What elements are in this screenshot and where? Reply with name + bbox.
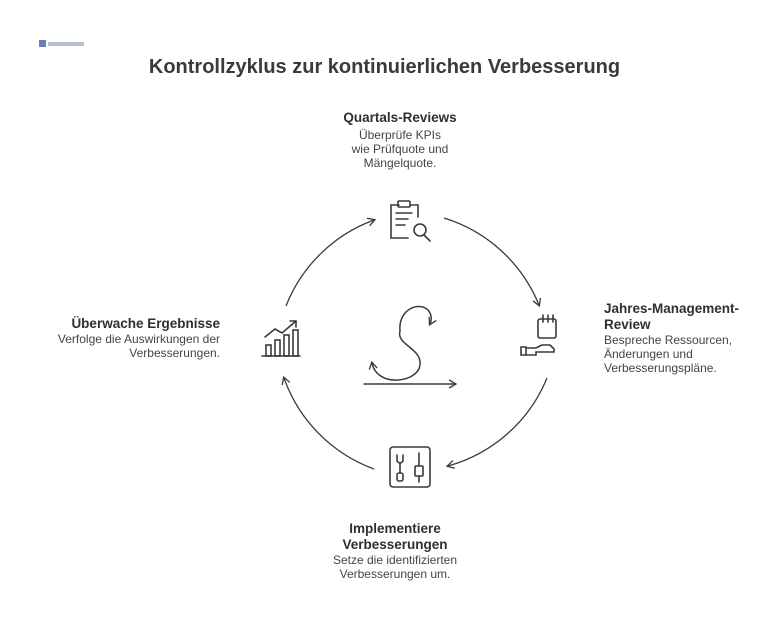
calendar-meeting-icon <box>521 315 556 355</box>
node-heading: Überwache Ergebnisse <box>71 316 220 331</box>
node-quartals-reviews <box>330 110 470 170</box>
node-description: Überprüfe KPIs wie Prüfquote und Mängelquote. <box>351 128 449 170</box>
node-ueberwache-ergebnisse <box>50 316 220 360</box>
node-description: Verfolge die Auswirkungen der Verbesserungen. <box>57 332 220 360</box>
node-jahres-management-review <box>604 301 764 375</box>
node-heading: Quartals-Reviews <box>343 110 457 125</box>
cycle-arrow-top-right <box>444 218 539 305</box>
cycle-arrow-right-bottom <box>448 378 547 466</box>
node-implementiere-verbesserungen <box>320 521 470 581</box>
clipboard-search-icon <box>391 201 430 241</box>
tools-icon <box>390 447 430 487</box>
page-title: Kontrollzyklus zur kontinuierlichen Verbesserung <box>148 56 621 78</box>
cycle-s-arrow-icon <box>364 307 455 384</box>
trend-chart-icon <box>262 321 300 356</box>
node-heading: Jahres-Management-Review <box>604 301 740 332</box>
node-description: Bespreche Ressourcen, Änderungen und Verbesserungspläne. <box>604 333 733 375</box>
cycle-arrow-bottom-left <box>284 378 374 469</box>
node-heading: Implementiere Verbesserungen <box>342 521 448 552</box>
node-description: Setze die identifizierten Verbesserungen um. <box>332 553 458 581</box>
cycle-arrow-left-top <box>286 220 374 306</box>
